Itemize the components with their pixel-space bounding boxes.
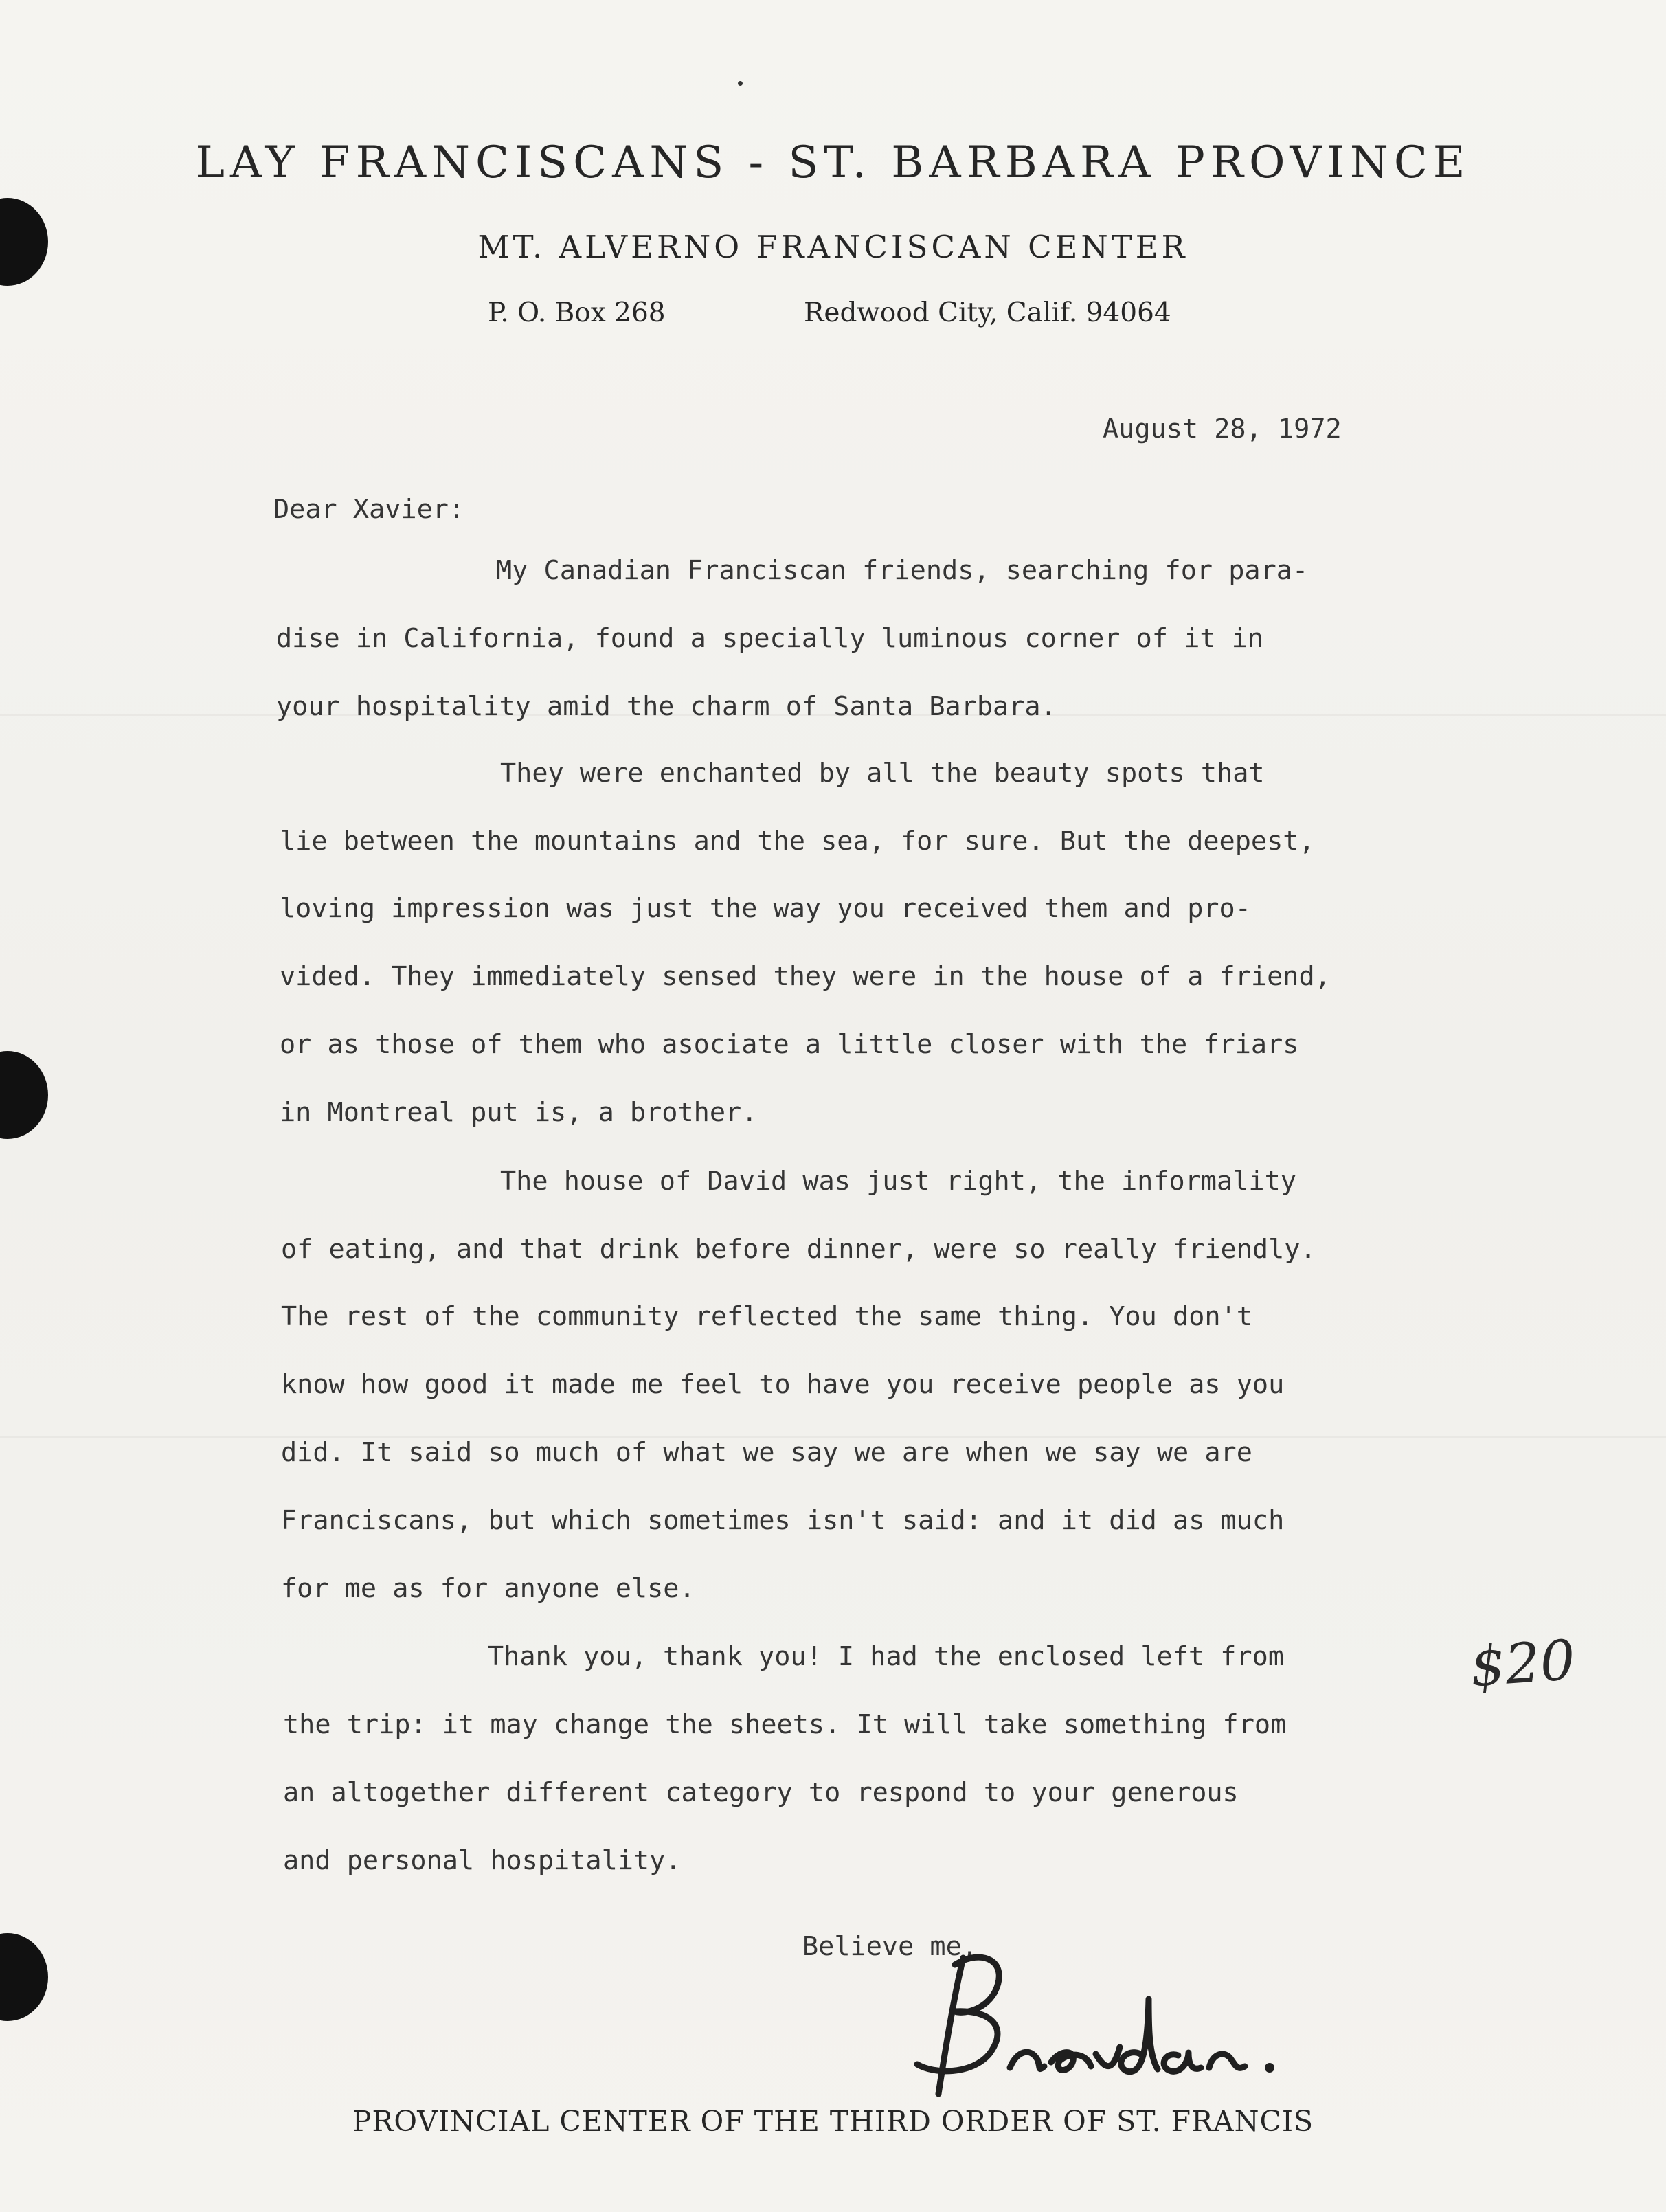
letter-line: lie between the mountains and the sea, for sure. But the deepest,	[280, 826, 1315, 857]
letter-date: August 28, 1972	[1103, 414, 1342, 444]
signature-brendan	[907, 1937, 1292, 2102]
letterhead-subtitle: MT. ALVERNO FRANCISCAN CENTER	[477, 229, 1189, 265]
handwritten-amount: $20	[1467, 1627, 1577, 1700]
letter-line: Thank you, thank you! I had the enclosed left from	[488, 1641, 1284, 1672]
letter-line: The house of David was just right, the informality	[500, 1166, 1296, 1197]
letter-line: and personal hospitality.	[283, 1845, 682, 1876]
letter-closing: Believe me,	[802, 1931, 978, 1962]
letter-line: The rest of the community reflected the same thing. You don't	[281, 1301, 1252, 1332]
letter-line: for me as for anyone else.	[281, 1573, 695, 1604]
letter-line: in Montreal put is, a brother.	[280, 1097, 758, 1128]
letter-line: They were enchanted by all the beauty spots that	[500, 758, 1265, 789]
letter-line: your hospitality amid the charm of Santa Barbara.	[276, 691, 1057, 722]
letterhead-title: LAY FRANCISCANS - ST. BARBARA PROVINCE	[195, 137, 1471, 188]
letter-line: or as those of them who asociate a little closer with the friars	[280, 1029, 1299, 1060]
letter-line: of eating, and that drink before dinner, were so really friendly.	[281, 1234, 1316, 1265]
letter-line: vided. They immediately sensed they were in the house of a friend,	[280, 961, 1331, 992]
letterhead-footer: PROVINCIAL CENTER OF THE THIRD ORDER OF ST. FRANCIS	[352, 2105, 1314, 2138]
letter-line: Franciscans, but which sometimes isn't said: and it did as much	[281, 1505, 1285, 1536]
letter-line: know how good it made me feel to have you receive people as you	[281, 1369, 1285, 1400]
letter-salutation: Dear Xavier:	[273, 494, 465, 525]
letter-line: an altogether different category to respond to your generous	[283, 1777, 1239, 1808]
binder-hole	[0, 1051, 48, 1139]
binder-hole	[0, 1933, 48, 2021]
letter-line: the trip: it may change the sheets. It will take something from	[283, 1709, 1287, 1740]
letterhead-po-box: P. O. Box 268	[488, 297, 666, 328]
letter-line: My Canadian Franciscan friends, searching for para-	[496, 555, 1309, 586]
letterhead-city: Redwood City, Calif. 94064	[804, 297, 1171, 328]
letter-line: loving impression was just the way you received them and pro-	[280, 893, 1251, 924]
ink-dot	[738, 81, 743, 86]
letter-line: dise in California, found a specially luminous corner of it in	[276, 623, 1264, 654]
letter-line: did. It said so much of what we say we are when we say we are	[281, 1437, 1252, 1468]
